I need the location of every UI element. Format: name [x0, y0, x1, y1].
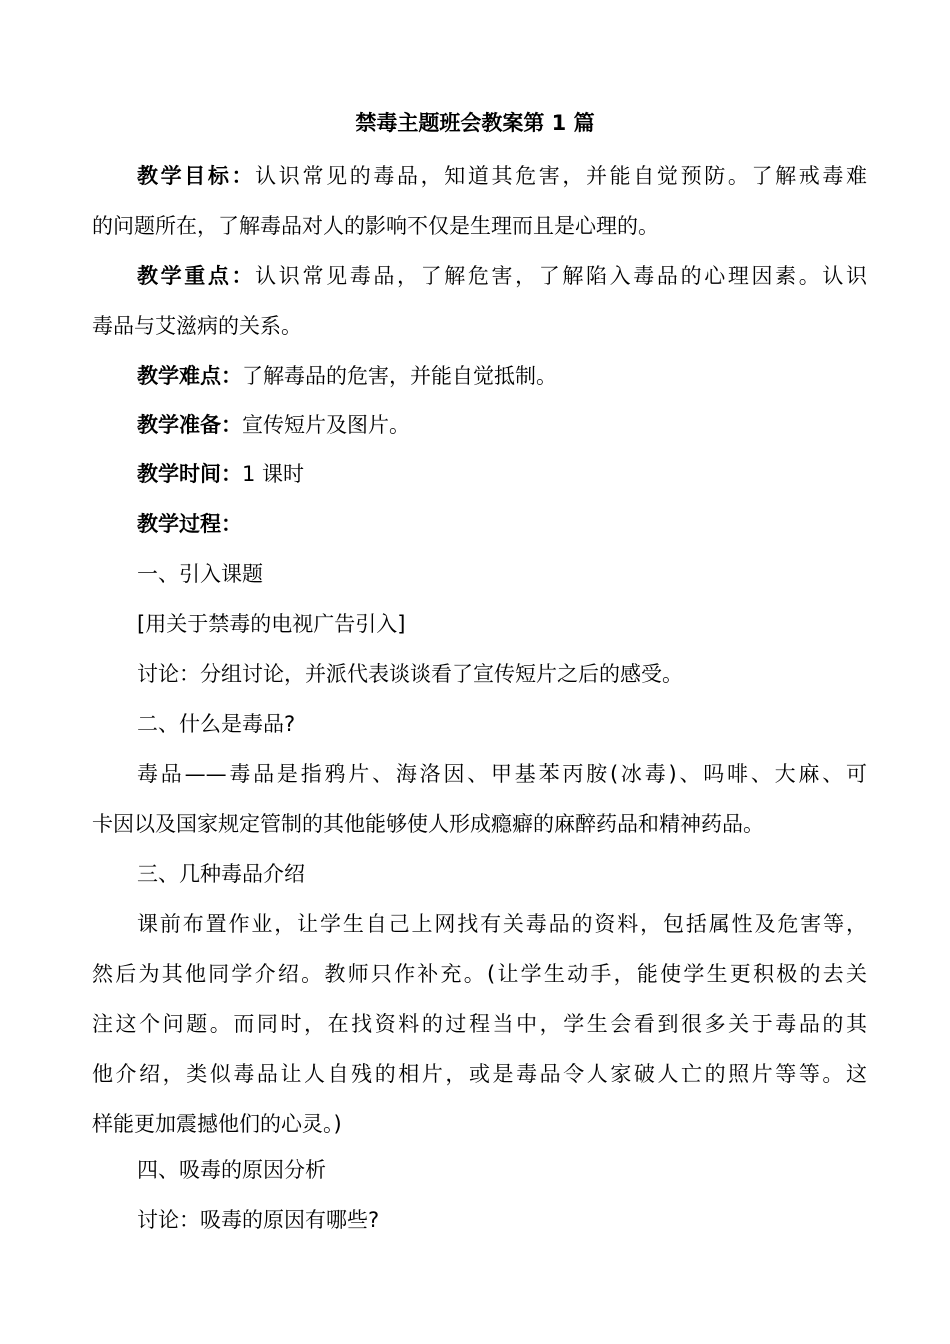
section3-line-5: 样能更加震撼他们的心灵。): [92, 1112, 342, 1136]
duration-label: 教学时间：: [137, 462, 242, 486]
objective-paragraph: [92, 151, 867, 251]
section3-line-2: 然后为其他同学介绍。教师只作补充。(让学生动手，能使学生更积极的去关: [92, 962, 867, 986]
section4-discussion: 讨论：吸毒的原因有哪些?: [137, 1208, 380, 1232]
section3-heading: 三、几种毒品介绍: [137, 862, 305, 886]
key-points-text-1: 认识常见毒品，了解危害，了解陷入毒品的心理因素。认识: [255, 264, 868, 288]
difficulty-paragraph: [92, 351, 912, 401]
process-label: 教学过程：: [137, 512, 242, 536]
section4-heading: 四、吸毒的原因分析: [137, 1158, 326, 1182]
section3-line-4: 他介绍，类似毒品让人自残的相片，或是毒品令人家破人亡的照片等等。这: [92, 1062, 867, 1086]
difficulty-text: 了解毒品的危害，并能自觉抵制。: [242, 364, 557, 388]
difficulty-label: 教学难点：: [137, 364, 242, 388]
objective-text-1: 认识常见的毒品，知道其危害，并能自觉预防。了解戒毒难: [255, 164, 868, 188]
section3-paragraph: [92, 899, 867, 1149]
section2-heading: 二、什么是毒品?: [137, 712, 296, 736]
key-points-line-1: [92, 251, 867, 301]
section1-note: [用关于禁毒的电视广告引入]: [137, 612, 406, 636]
duration-paragraph: [92, 449, 912, 499]
preparation-label: 教学准备：: [137, 413, 242, 437]
objective-line-2: 的问题所在，了解毒品对人的影响不仅是生理而且是心理的。: [92, 214, 659, 238]
document-title: 禁毒主题班会教案第 1 篇: [355, 111, 595, 135]
section2-line-2: 卡因以及国家规定管制的其他能够使人形成瘾癖的麻醉药品和精神药品。: [92, 812, 764, 836]
objective-label: 教学目标：: [137, 164, 256, 188]
key-points-line-2: 毒品与艾滋病的关系。: [92, 314, 302, 338]
preparation-paragraph: [92, 400, 912, 450]
section3-line-1: 课前布置作业，让学生自己上网找有关毒品的资料，包括属性及危害等，: [137, 912, 867, 936]
key-points-paragraph: [92, 251, 867, 351]
section2-line-1: 毒品——毒品是指鸦片、海洛因、甲基苯丙胺(冰毒)、吗啡、大麻、可: [137, 762, 867, 786]
duration-text: 1 课时: [242, 462, 305, 486]
key-points-label: 教学重点：: [137, 264, 256, 288]
section2-paragraph: [92, 749, 867, 849]
section3-line-3: 注这个问题。而同时，在找资料的过程当中，学生会看到很多关于毒品的其: [92, 1012, 867, 1036]
section1-heading: 一、引入课题: [137, 562, 263, 586]
section1-discussion: 讨论：分组讨论，并派代表谈谈看了宣传短片之后的感受。: [137, 662, 683, 686]
objective-line-1: [92, 151, 867, 201]
preparation-text: 宣传短片及图片。: [242, 413, 410, 437]
